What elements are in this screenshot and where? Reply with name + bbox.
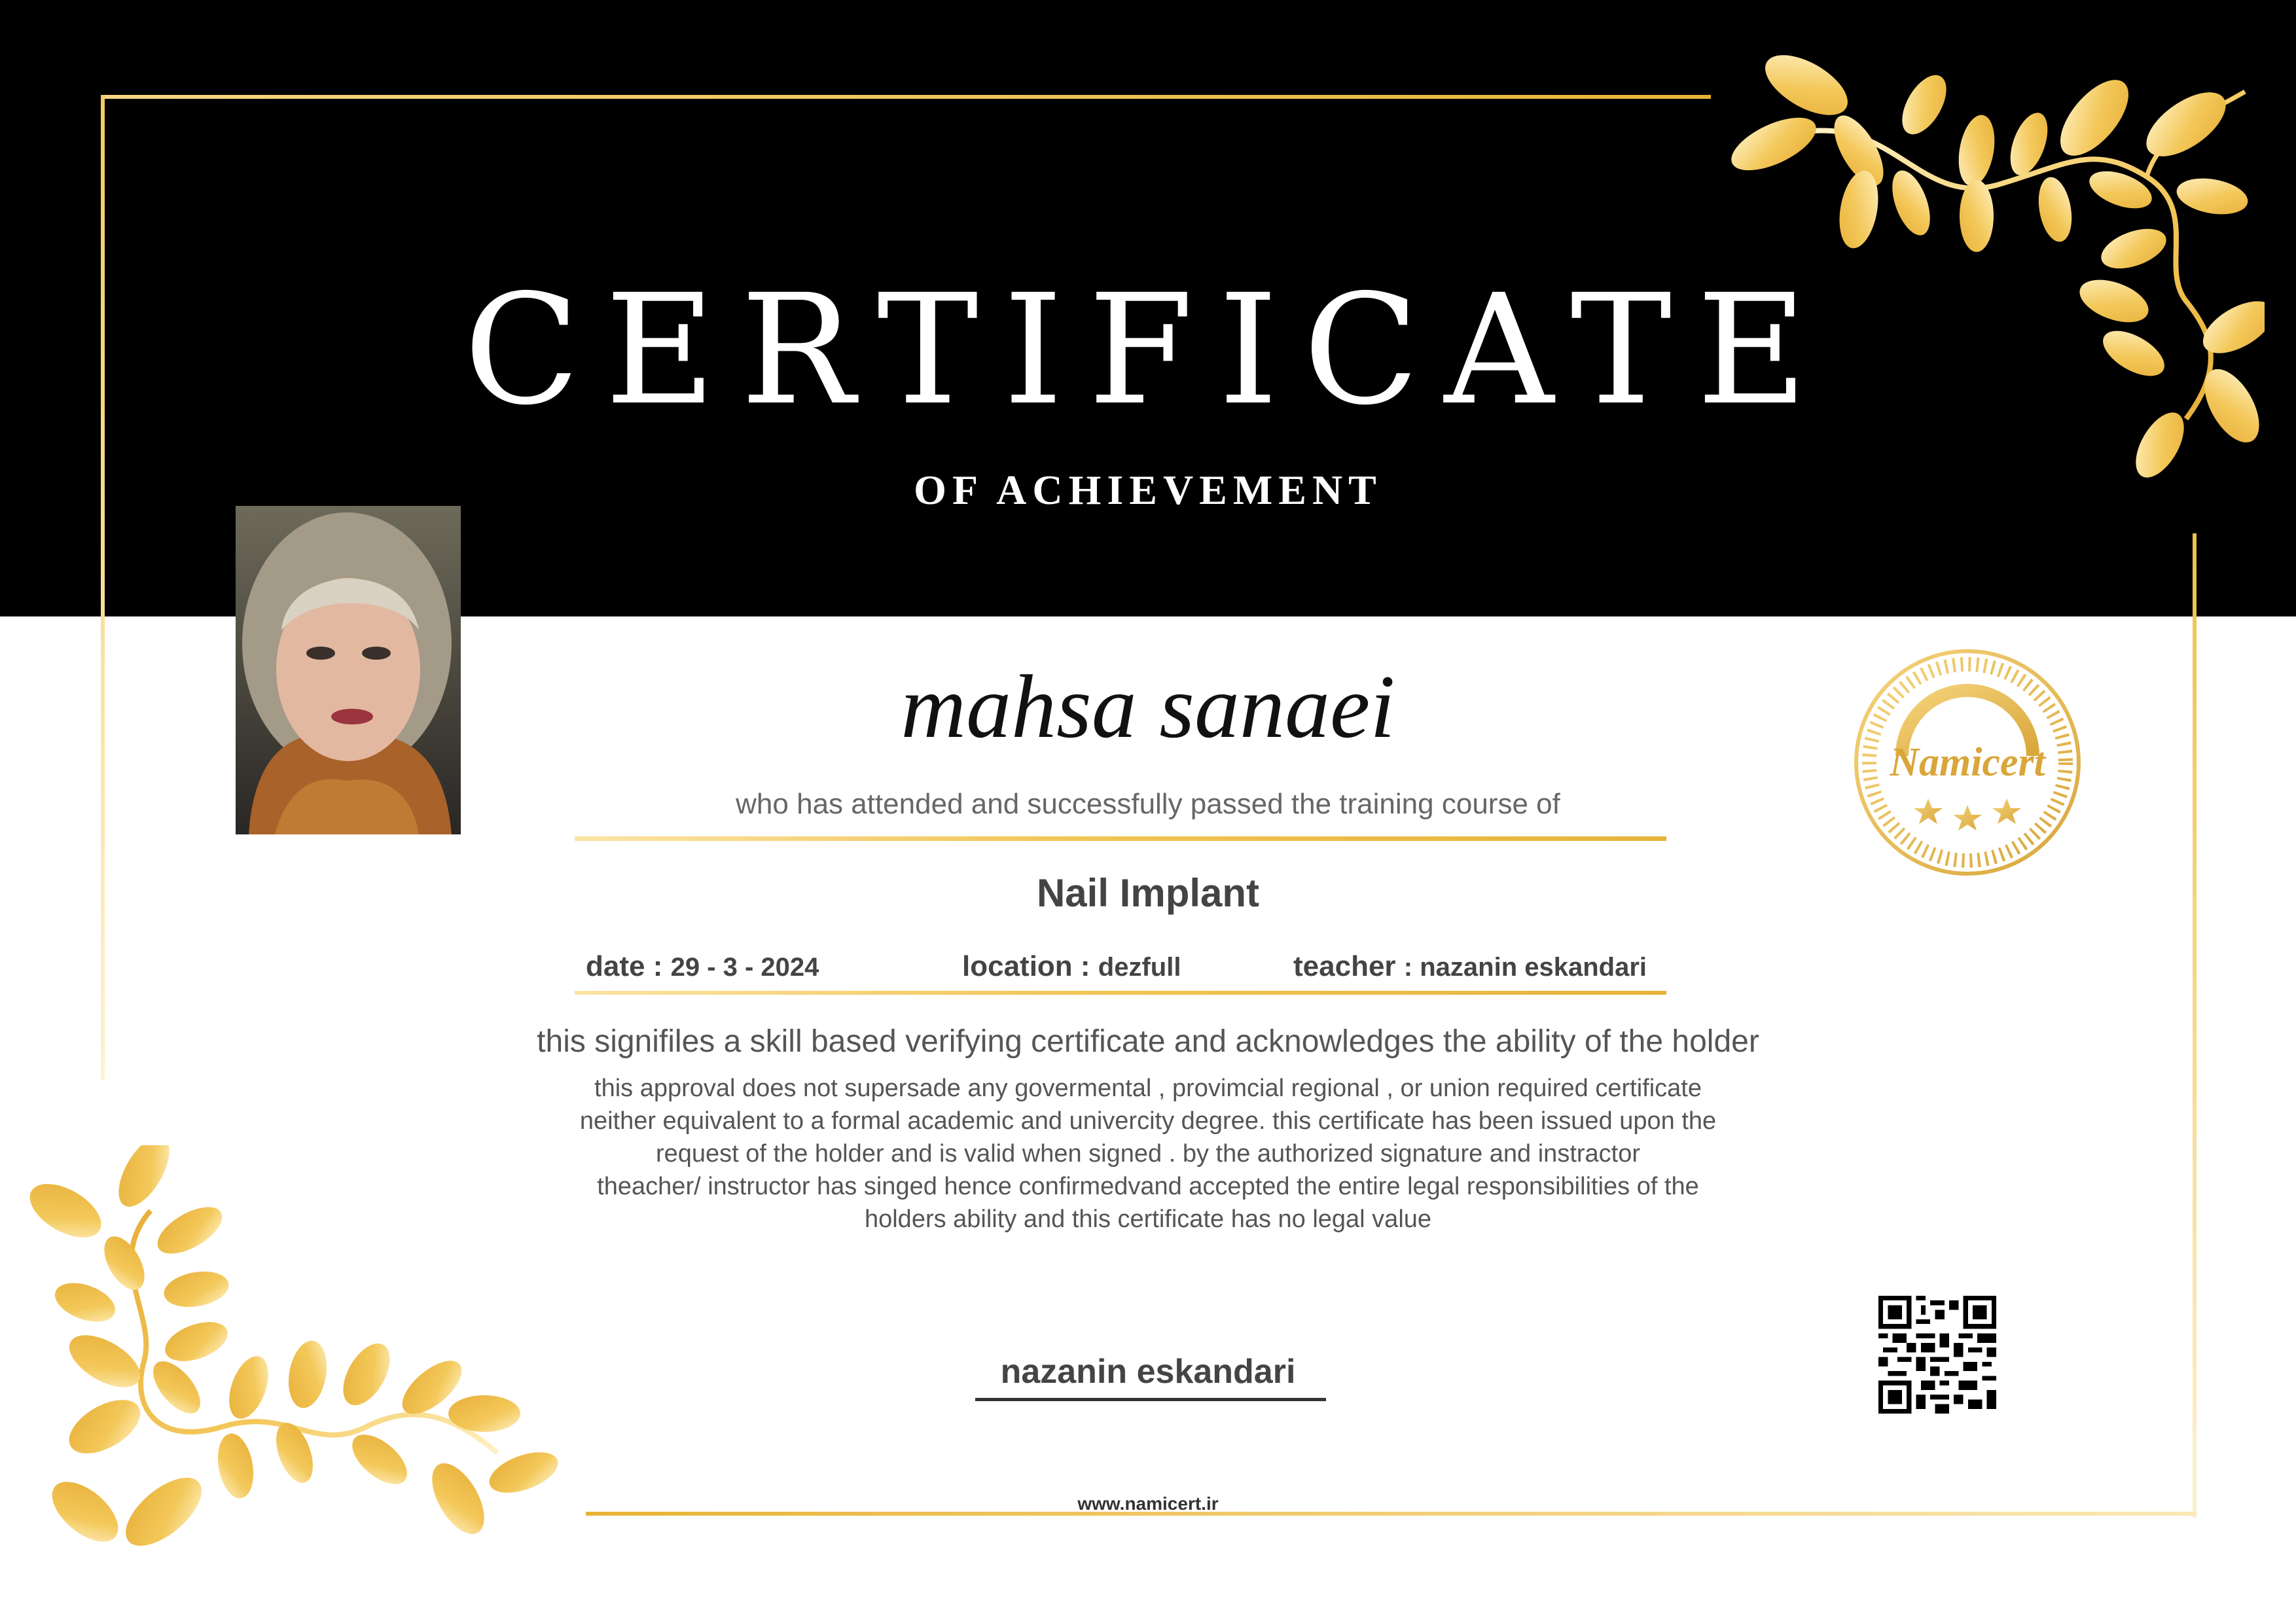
website-link[interactable]: www.namicert.ir bbox=[1077, 1493, 1219, 1514]
frame-top-line bbox=[101, 95, 1711, 99]
recipient-name: mahsa sanaei bbox=[901, 656, 1395, 757]
fine-print-line: holders ability and this certificate has no legal value bbox=[864, 1205, 1432, 1233]
qr-code-icon[interactable] bbox=[1878, 1296, 1996, 1414]
seal-text: Namicert bbox=[1890, 740, 2045, 785]
signature-line bbox=[975, 1398, 1326, 1401]
seal-icon bbox=[1850, 645, 2085, 880]
star-icon bbox=[1914, 798, 2021, 830]
teacher-label: teacher bbox=[1293, 950, 1396, 982]
teacher-field bbox=[1293, 950, 1647, 983]
fine-print-line: this approval does not supersade any govermental , provimcial regional , or union required certificate bbox=[594, 1075, 1702, 1102]
attended-text: who has attended and successfully passed the training course of bbox=[736, 788, 1560, 820]
signifies-text: this signifiles a skill based verifying certificate and acknowledges the ability of the holder bbox=[537, 1024, 1759, 1059]
fine-print-line: theacher/ instructor has singed hence confirmedvand accepted the entire legal responsibilities of the bbox=[597, 1173, 1699, 1200]
signature-name: nazanin eskandari bbox=[1000, 1353, 1296, 1391]
name-underline bbox=[575, 836, 1666, 841]
date-label: date : bbox=[586, 950, 663, 982]
location-field bbox=[962, 950, 1181, 983]
course-name: Nail Implant bbox=[1036, 871, 1260, 915]
certificate-title: CERTIFICATE bbox=[463, 262, 1833, 438]
meta-underline bbox=[575, 991, 1666, 995]
location-value: dezfull bbox=[1098, 953, 1181, 982]
date-field bbox=[586, 950, 819, 983]
location-label: location : bbox=[962, 950, 1090, 982]
teacher-value: : nazanin eskandari bbox=[1403, 953, 1647, 982]
date-value: 29 - 3 - 2024 bbox=[670, 953, 819, 982]
frame-left-line bbox=[101, 95, 105, 1080]
leaf-ornament-icon bbox=[26, 1145, 563, 1590]
certificate-subtitle: OF ACHIEVEMENT bbox=[914, 467, 1382, 513]
leaf-ornament-icon bbox=[1728, 52, 2265, 497]
fine-print-line: request of the holder and is valid when signed . by the authorized signature and instractor bbox=[655, 1140, 1641, 1168]
fine-print-line: neither equivalent to a formal academic and univercity degree. this certificate has been issued upon the bbox=[579, 1107, 1717, 1135]
